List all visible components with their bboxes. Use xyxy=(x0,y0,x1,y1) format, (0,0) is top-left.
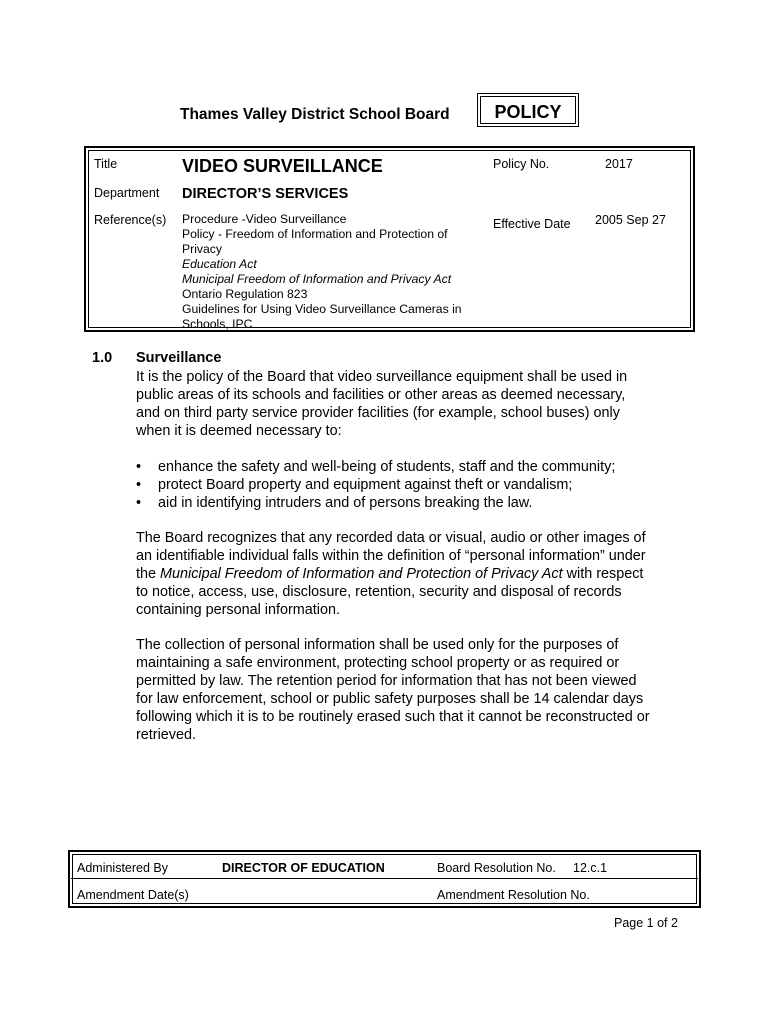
policy-stamp: POLICY xyxy=(477,93,579,127)
text-line: public areas of its schools and facilities or other areas as deemed necessary, xyxy=(136,387,626,403)
section-title: Surveillance xyxy=(136,350,222,366)
amendment-resolution-label: Amendment Resolution No. xyxy=(437,888,590,902)
text-line: containing personal information. xyxy=(136,602,340,618)
board-resolution-value: 12.c.1 xyxy=(573,861,608,875)
title-label: Title xyxy=(94,157,118,171)
text-segment: the xyxy=(136,566,161,582)
section-number: 1.0 xyxy=(92,350,113,366)
effective-date-value: 2005 Sep 27 xyxy=(595,213,666,227)
text-line: permitted by law. The retention period for information that has not been viewed xyxy=(136,673,637,689)
bullet-icon: • xyxy=(136,459,142,475)
text-line: The Board recognizes that any recorded data or visual, audio or other images of xyxy=(136,530,646,546)
reference-item: Guidelines for Using Video Surveillance Cameras in xyxy=(182,302,462,316)
department-label: Department xyxy=(94,186,160,200)
list-item-text: protect Board property and equipment against theft or vandalism; xyxy=(158,477,573,493)
policy-no-value: 2017 xyxy=(605,157,633,171)
reference-item: Ontario Regulation 823 xyxy=(182,287,308,301)
policy-title: VIDEO SURVEILLANCE xyxy=(182,156,383,176)
reference-item: Policy - Freedom of Information and Protection of xyxy=(182,227,448,241)
reference-item: Municipal Freedom of Information and Privacy Act xyxy=(182,272,452,286)
reference-item: Privacy xyxy=(182,242,222,256)
privacy-paragraph xyxy=(136,529,696,619)
text-line xyxy=(136,565,696,583)
text-line: maintaining a safe environment, protecting school property or as required or xyxy=(136,655,620,671)
reference-item: Education Act xyxy=(182,257,257,271)
bullet-icon: • xyxy=(136,477,142,493)
page-number: Page 1 of 2 xyxy=(614,916,678,930)
text-segment: with respect xyxy=(562,566,644,582)
amendment-dates-label: Amendment Date(s) xyxy=(77,888,189,902)
department-value: DIRECTOR’S SERVICES xyxy=(182,186,349,202)
text-line: It is the policy of the Board that video surveillance equipment shall be used in xyxy=(136,369,628,385)
list-item-text: aid in identifying intruders and of persons breaking the law. xyxy=(158,495,533,511)
administered-by-value: DIRECTOR OF EDUCATION xyxy=(222,861,385,875)
references-label: Reference(s) xyxy=(94,213,167,227)
retention-paragraph xyxy=(136,636,696,744)
list-item xyxy=(136,494,696,512)
text-line: to notice, access, use, disclosure, retention, security and disposal of records xyxy=(136,584,622,600)
text-line: when it is deemed necessary to: xyxy=(136,423,342,439)
list-item xyxy=(136,476,696,494)
policy-no-label: Policy No. xyxy=(493,157,550,171)
board-resolution-label: Board Resolution No. xyxy=(437,861,556,875)
organization-name: Thames Valley District School Board xyxy=(180,106,450,123)
text-line: and on third party service provider facilities (for example, school buses) only xyxy=(136,405,620,421)
text-line: following which it is to be routinely erased such that it cannot be reconstructed or xyxy=(136,709,650,725)
reference-item: Procedure -Video Surveillance xyxy=(182,212,347,226)
effective-date-label: Effective Date xyxy=(493,217,571,231)
intro-paragraph xyxy=(136,368,696,440)
footer-divider xyxy=(71,878,698,879)
references-list xyxy=(182,212,482,332)
bullet-icon: • xyxy=(136,495,142,511)
bullet-list xyxy=(136,458,696,512)
reference-item: Schools, IPC xyxy=(182,317,253,331)
text-line: for law enforcement, school or public safety purposes shall be 14 calendar days xyxy=(136,691,644,707)
list-item-text: enhance the safety and well-being of students, staff and the community; xyxy=(158,459,616,475)
text-line: retrieved. xyxy=(136,727,196,743)
text-line: an identifiable individual falls within the definition of “personal information” under xyxy=(136,548,646,564)
list-item xyxy=(136,458,696,476)
act-name: Municipal Freedom of Information and Protection of Privacy Act xyxy=(160,566,563,582)
text-line: The collection of personal information shall be used only for the purposes of xyxy=(136,637,619,653)
administered-by-label: Administered By xyxy=(77,861,169,875)
